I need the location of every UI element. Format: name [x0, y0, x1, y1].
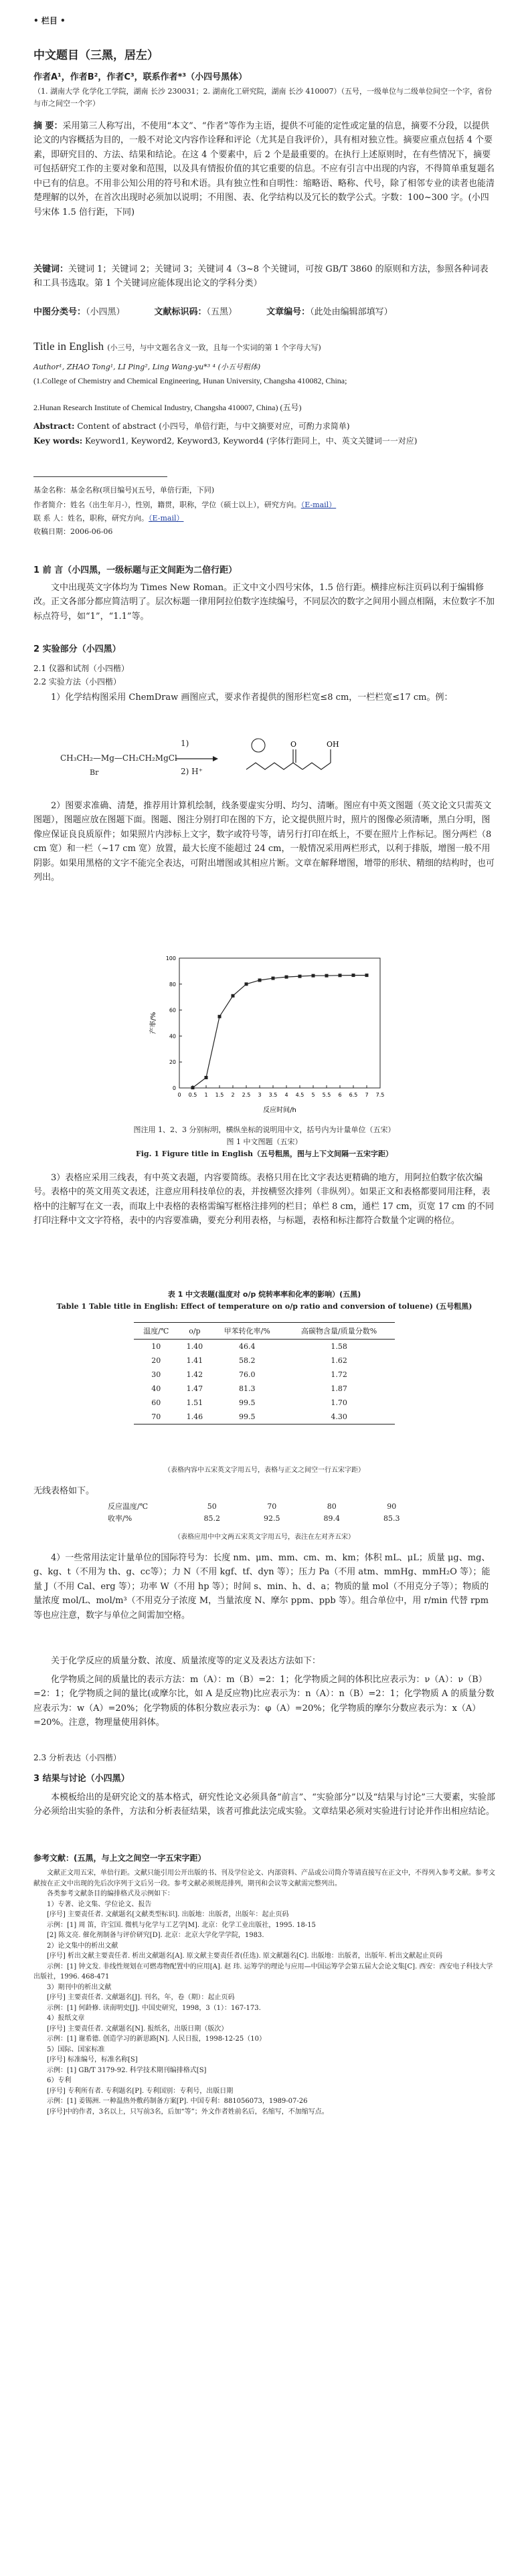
table-cell: 46.4	[238, 1342, 256, 1351]
data-point	[232, 994, 235, 998]
footnote-author-label: 作者简介：	[33, 500, 70, 509]
y-tick-label: 40	[169, 1033, 176, 1040]
clc-label: 中图分类号：	[33, 307, 86, 317]
table-caption-en: Table 1 Table title in English: Effect of temperature on o/p ratio and conversion of toluene) (五号粗黑)	[56, 1302, 472, 1311]
table-cell: 99.5	[238, 1398, 256, 1407]
table-cell: 1.41	[186, 1356, 203, 1365]
x-axis-label: 反应时间/h	[263, 1107, 296, 1114]
scheme-reactant-label: Br	[90, 768, 99, 777]
table-row	[107, 1500, 422, 1512]
reference-line: [序号] 标准编号，标准名称[S]	[47, 2056, 138, 2063]
keywords-en	[33, 435, 495, 448]
table-header: o/p	[189, 1326, 201, 1336]
table-cell: 1.70	[331, 1398, 347, 1407]
x-tick-label: 3.5	[268, 1092, 278, 1098]
table-cell: 70	[267, 1501, 277, 1511]
keywords-text: 关键词 1；关键词 2；关键词 3；关键词 4（3~8 个关键词，可按 GB/T 3860 的原则和方法，参照各种词表和工具书选取。第 1 个关键词应能体现出论文的学科分类）	[33, 264, 489, 289]
x-tick-label: 6	[338, 1092, 342, 1098]
y-tick-label: 60	[169, 1007, 176, 1014]
nolines-caption: 无线表格如下。	[33, 1486, 95, 1496]
table-cell: 76.0	[238, 1370, 256, 1379]
keywords-en-label: Key words:	[33, 436, 83, 446]
x-tick-label: 1.5	[215, 1092, 224, 1098]
table-cell: 1.47	[186, 1384, 203, 1393]
x-tick-label: 7	[365, 1092, 369, 1098]
data-point	[365, 974, 369, 977]
table-cell: 50	[207, 1501, 217, 1511]
footnote-author	[33, 499, 495, 511]
reference-line: 6）专利	[47, 2077, 72, 2084]
footnote-author-email[interactable]: （E-mail）	[300, 500, 337, 509]
y-axis-label: 产率/%	[150, 1012, 157, 1034]
section-3-text: 本模板给出的是研究论文的基本格式，研究性论文必须具备“前言”、“实验部分”以及“结果与讨论”三大要素，实验部分必须给出实验的条件，方法和分析表征结果，该者可推此法完成实验。文章结果必须对实验进行讨论并作出相应结论。	[33, 1792, 495, 1817]
table-cell: 58.2	[238, 1356, 256, 1365]
table-cell: 反应温度/℃	[108, 1502, 149, 1511]
reference-line: 示例：[1] 周 笛，许宝国. 微机与化学与工艺学[M]. 北京：化学工业出版社，1995. 18-15	[47, 1921, 316, 1929]
abstract-cn	[33, 119, 495, 219]
table-row	[134, 1368, 395, 1382]
reference-line: 示例：[1] 钟文发. 非线性规划在可燃毒物配置中的应用[A]. 赵 玮. 运筹学的理论与应用—中国运筹学会第五届大会论文集[C]. 西安：西安电子科技大学出版社，1996. 468-471	[33, 1962, 493, 1981]
figure-1	[147, 950, 388, 1117]
section-2-2-title: 2.2 实验方法（小四楷）	[33, 677, 121, 686]
data-point	[325, 974, 329, 978]
table-cell: 92.5	[264, 1513, 280, 1523]
data-point	[205, 1076, 208, 1079]
table-cell: 80	[327, 1501, 337, 1511]
table-row	[134, 1354, 395, 1368]
reference-line: 示例：[1] 何龄修. 读南明史[J]. 中国史研究，1998，3（1）：167-173.	[47, 2004, 261, 2012]
reference-line: 示例：[1] GB/T 3179-92. 科学技术期刊编排格式[S]	[47, 2066, 207, 2074]
reference-line: [序号] 析出文献主要责任者. 析出文献题名[A]. 原文献主要责任者(任选). 原文献题名[C]. 出版地：出版者，出版年. 析出文献起止页码	[47, 1952, 443, 1960]
table-cell: 1.51	[186, 1398, 203, 1407]
svg-text:O: O	[290, 740, 297, 749]
section-2-title: 2 实验部分（小四黑）	[33, 644, 121, 654]
reference-line: 2）论文集中的析出文献	[47, 1942, 118, 1950]
abstract-label: 摘 要：	[33, 121, 63, 131]
article-no-label: 文章编号：	[266, 307, 311, 317]
x-tick-label: 6.5	[349, 1092, 358, 1098]
x-tick-label: 7.5	[375, 1092, 385, 1098]
reference-line: [序号] 专利所有者. 专利题名[P]. 专利国别：专利号，出版日期	[47, 2087, 234, 2095]
table-header: 高碳物含量/质量分数%	[301, 1327, 377, 1336]
table-cell: 90	[387, 1501, 397, 1511]
table-cell: 1.87	[331, 1384, 347, 1393]
footnote-received: 收稿日期：2006-06-06	[33, 527, 113, 536]
reference-line: 各类参考文献条目的编排格式及示例如下：	[47, 1890, 174, 1898]
table-header: 温度/℃	[143, 1327, 169, 1336]
x-tick-label: 4.5	[295, 1092, 304, 1098]
table-row	[134, 1410, 395, 1424]
table-row	[134, 1340, 395, 1354]
table-cell: 1.62	[331, 1356, 347, 1365]
section-2-1-title: 2.1 仪器和试剂（小四楷）	[33, 664, 129, 673]
table-note: （表格内容中五宋英文字用五号，表格与正文之间空一行五宋字距）	[164, 1467, 365, 1474]
doc-code-label: 文献标识码：	[154, 307, 207, 317]
reference-line: 文献正文用五宋，单倍行距。文献只能引用公开出版的书、刊及学位论文、内部资料、产品或公司简介等请直接写在正文中，不得列入参考文献。参考文献按在正文中出现的先后次序列于文后另一段。参考文献必须规范排列，期刊和会议等文献需完整列出。	[33, 1869, 495, 1888]
authors-en: Author¹, ZHAO Tong¹, LI Ping², Ling Wang-yu*³ ⁴ (小五号粗体)	[33, 363, 261, 371]
reference-line: 5）国际、国家标准	[47, 2045, 105, 2053]
title-en: Title in English	[33, 340, 104, 353]
data-point	[258, 978, 262, 982]
x-tick-label: 2.5	[242, 1092, 251, 1098]
section-3-title: 3 结果与讨论（小四黑）	[33, 1774, 130, 1784]
data-point	[312, 974, 315, 978]
section-2-2-p2: 2）图要求准确、清楚，推荐用计算机绘制，线条要虚实分明、均匀、清晰。图应有中英文图题（英文论文只需英文图题），图题应放在图题下面。图题、图注分别打印在图的下方，论文提供照片时，照片的图像必须清晰，黑白分明，图像应保证良良质原件；如果照片内涉标上文字，数字或符号等，请另行打印在纸上，不要在照片上作标记。图分两栏（8 cm 宽）和一栏（~17 cm 宽）放置，最大长度不能超过 24 cm，一般情况采用两栏形式，以利于排版，增图一般不用阴影。如果用黑格的文字不能完全表达，可附出增图或其相应片断。文章在解释增图，增带的形状、精细的结构时，也可列出。	[33, 801, 495, 883]
reference-line: 1）专著、论文集、学位论文、报告	[47, 1900, 152, 1908]
table-cell: 1.42	[186, 1370, 203, 1379]
table-cell: 1.46	[186, 1412, 203, 1421]
data-point	[218, 1015, 222, 1018]
x-tick-label: 5	[311, 1092, 315, 1098]
abstract-en-text: Content of abstract (小四号，单倍行距，与中文摘要对应，可酌力求简单)	[77, 422, 350, 431]
section-2-2-p5: 关于化学反应的质量分数、浓度、质量浓度等的定义及表达方法如下：	[51, 1656, 321, 1666]
x-tick-label: 4	[284, 1092, 288, 1098]
section-2-2-p6: 化学物质之间的质量比的表示方法：m（A）：m（B）=2：1；化学物质之间的体积比应表示为：ν（A）：ν（B）=2：1；化学物质之间的量比(或摩尔比，如 A 是反应物)比应表示为：n（A）：n（B）=2：1；化学物质 A 的质量分数应表示为：w（A）=20%；化学物质的体积分数应表示为：φ（A）=20%；化学物质的摩尔分数应表示为：x（A）=20%。注意，物理量使用斜体。	[33, 1675, 495, 1728]
table-cell: 30	[151, 1370, 161, 1379]
article-no-value: （此处由编辑部填写）	[310, 307, 393, 317]
references-heading: 参考文献：(五黑，与上文之间空一字五宋字距）	[33, 1853, 206, 1863]
table-row	[107, 1512, 422, 1524]
line-chart	[147, 950, 388, 1117]
x-tick-label: 0	[177, 1092, 181, 1098]
footnote-fund: 基金名称：基金名称(项目编号)(五号，单倍行距，下同)	[33, 486, 215, 494]
keywords-cn	[33, 262, 495, 291]
section-1-title: 1 前 言（小四黑，一级标题与正文间距为二倍行距）	[33, 565, 238, 575]
reference-line: 示例：[1] 姜锡洲. 一种温热外敷药制备方案[P]. 中国专利：881056073，1989-07-26	[47, 2098, 308, 2105]
table-caption-cn: 表 1 中文表题(温度对 o/p 烷转率率和化率的影响）(五黑)	[167, 1290, 361, 1299]
y-tick-label: 0	[172, 1085, 176, 1091]
figure-caption-cn: 图 1 中文图题（五宋）	[226, 1137, 302, 1146]
title-cn: 中文题目（三黑，居左）	[33, 49, 159, 62]
title-en-note: (小三号，与中文题名含义一致，且每一个实词的第 1 个字母大写)	[107, 343, 321, 352]
table-cell: 10	[151, 1342, 161, 1351]
table-row	[134, 1396, 395, 1410]
clc-value: （小四黑）	[86, 307, 125, 317]
table-cell: 89.4	[323, 1513, 340, 1523]
section-1-text: 文中出现英文字体均为 Times New Roman。正文中文小四号宋体，1.5 倍行距。横排应标注页码以利于编辑修改。正文各部分都应简洁明了。层次标题一律用阿拉伯数字连续编号，不同层次的数字之间用小圆点相隔，末位数字不加标点符号，如“1”，“1.1”等。	[33, 583, 495, 622]
data-point	[285, 976, 288, 979]
table-cell: 1.58	[331, 1342, 347, 1351]
section-2-3-title: 2.3 分析表达（小四楷）	[33, 1753, 121, 1762]
x-tick-label: 5.5	[322, 1092, 331, 1098]
x-tick-label: 2	[231, 1092, 235, 1098]
series-line	[193, 976, 367, 1088]
affiliation-en-1: (1.College of Chemistry and Chemical Engineering, Hunan University, Changsha 410082, China;	[33, 376, 347, 385]
section-2-2-p1: 1）化学结构图采用 ChemDraw 画图应式，要求作者提供的图形栏宽≤8 cm，一栏栏宽≤17 cm。例：	[51, 693, 453, 703]
doc-code-value: （五黑）	[206, 307, 238, 317]
x-tick-label: 0.5	[188, 1092, 197, 1098]
y-tick-label: 80	[169, 981, 176, 988]
classification-row	[33, 305, 495, 319]
abstract-en-label: Abstract:	[33, 422, 75, 431]
data-point	[298, 975, 302, 978]
x-tick-label: 1	[204, 1092, 208, 1098]
table-row	[134, 1382, 395, 1396]
keywords-label: 关键词：	[33, 264, 69, 274]
column-tag: • 栏目 •	[33, 16, 66, 25]
scheme-drawing	[60, 729, 435, 790]
reference-line: [序号] 主要责任者. 文献题名[J]. 刊名，年，卷（期）：起止页码	[47, 1994, 235, 2001]
reference-line: 4）报纸文章	[47, 2015, 85, 2022]
data-point	[191, 1086, 195, 1089]
keywords-en-text: Keyword1, Keyword2, Keyword3, Keyword4 (字体行距同上，中、英文关键词一一对应)	[85, 436, 418, 446]
x-tick-label: 3	[258, 1092, 262, 1098]
reference-line: [序号] 主要责任者. 文献题名[N]. 报纸名，出版日期（版次）	[47, 2025, 228, 2033]
figure-caption-en: Fig. 1 Figure title in English（五号粗黑，图与上下文间隔一五宋字距）	[135, 1149, 393, 1158]
footnote-contact-email[interactable]: （E-mail）	[149, 514, 184, 523]
footnote-contact	[33, 513, 495, 525]
data-point	[272, 977, 275, 980]
authors-cn: 作者A¹，作者B²，作者C³，联系作者*³（小四号黑体）	[33, 72, 248, 82]
table-header: 甲苯转化率/%	[224, 1327, 270, 1336]
table-cell: 1.72	[331, 1370, 347, 1379]
abstract-text: 采用第三人称写出，不使用“本文”、“作者”等作为主语，提供不可能的定性或定量的信息，摘要不分段，以提供论文的内容概括为目的，一般不对论文内容作诠释和评论（尤其是自我评价），具有相对独立性。摘要应重点包括 4 个要素，即研究目的、方法、结果和结论。在这 4 个要素中，后 2 个是最重要的。在执行上述原则时，在有些情况下，摘要可包括研究工作的主要对象和范围，以及具有情报价值的其它重要的信息。不应有引言中出现的内容，不得简单重复题名中已有的信息。不用非公知公用的符号和术语。具有独立性和自明性：缩略语、略称、代号，除了相邻专业的读者也能清楚理解的以外，在首次出现时必须加以说明；不用图、表、化学结构以及冗长的数学公式。字数：100~300 字。(小四号宋体 1.5 倍行距，下同)	[33, 121, 495, 217]
y-tick-label: 100	[165, 955, 176, 961]
table-cell: 85.3	[383, 1513, 400, 1523]
data-point	[352, 974, 355, 977]
scheme-step-2: 2) H⁺	[181, 767, 203, 776]
table-cell: 20	[151, 1356, 161, 1365]
table-cell: 1.40	[186, 1342, 203, 1351]
section-2-2-p3: 3）表格应采用三线表，有中英文表题，内容要简练。表格只用在比文字表达更精确的地方，用阿拉伯数字依次编号。表格中的英文用英文表述，注意应用科技单位的表，并按横竖次排列（非纵列）。如果正文和表格都要同用注释，表格中的注解写在文一表，而取上中表格的表格需编写框格注排列的栏目；单栏 8 cm，通栏 17 cm，页宽 17 cm 的不同打印注释中文文字符格，表中的内容要准确，要充分利用表格，与标题，表格和标注都符合数量个定调的格位。	[33, 1173, 495, 1226]
reference-line: [序号]中的作者，3名以上，只写前3名，后加“等”；外文作者姓前名后，名缩写，不加缩写点。	[47, 2108, 329, 2116]
reference-line: [序号] 主要责任者. 文献题名[文献类型标识]. 出版地：出版者，出版年：起止页码	[47, 1911, 289, 1918]
nolines-note: （表格应用中中文两五宋英文字用五号，表注在左对齐五宋）	[174, 1534, 355, 1541]
footnote-separator	[33, 476, 167, 477]
table-cell: 81.3	[238, 1384, 256, 1393]
abstract-en	[33, 420, 495, 434]
nolines-table	[107, 1500, 422, 1524]
reference-line: 示例：[1] 谢希德. 创造学习的新思路[N]. 人民日报，1998-12-25（10）	[47, 2035, 266, 2043]
title-en-row	[33, 340, 495, 354]
reference-line: 3）期刊中的析出文献	[47, 1983, 112, 1991]
table-cell: 60	[151, 1398, 161, 1407]
scheme-reactant: CH₃CH₂—Mg—CH₂CH₂MgCl	[60, 753, 177, 763]
table-cell: 85.2	[203, 1513, 220, 1523]
data-point	[339, 974, 342, 977]
data-point	[245, 982, 248, 986]
table-cell: 99.5	[238, 1412, 256, 1421]
figure-note: 图注用 1、2、3 分别标明，横纵坐标的说明用中文，括号内为计量单位（五宋）	[133, 1125, 395, 1134]
chemical-scheme	[60, 729, 435, 790]
affiliation-en-2: 2.Hunan Research Institute of Chemical Industry, Changsha 410007, China) (五号)	[33, 403, 302, 412]
affiliation-cn: （1. 湖南大学 化学化工学院，湖南 长沙 230031；2. 湖南化工研究院，湖南 长沙 410007）（五号，一级单位与二级单位间空一个字，省份与市之间空一个字）	[33, 87, 492, 108]
footnote-contact-text: 姓名，职称，研究方向。	[68, 514, 149, 523]
footnote-contact-label: 联 系 人：	[33, 514, 68, 523]
svg-text:OH: OH	[327, 740, 339, 749]
data-table	[134, 1322, 395, 1424]
y-tick-label: 20	[169, 1059, 176, 1066]
table-cell: 40	[151, 1384, 161, 1393]
table-cell: 4.30	[331, 1412, 347, 1421]
footnote-author-text: 姓名（出生年月-），性别，籍贯，职称，学位（硕士以上），研究方向。	[70, 500, 301, 509]
scheme-step-1: 1)	[181, 739, 189, 748]
references-list	[33, 1868, 495, 2117]
table-cell: 收率/%	[108, 1514, 133, 1523]
section-2-2-p4: 4）一些常用法定计量单位的国际符号为：长度 nm、μm、mm、cm、m、km；体积 mL、μL；质量 μg、mg、g、kg、t（不用为 th、g、cc等）；力 N（不用 kgf、tf、dyn 等）；压力 Pa（不用 atm、mmHg、mmH₂O 等）；能量 J（不用 Cal、erg 等）；功率 W（不用 hp 等）；时间 s、min、h、d、a；物质的量 mol（不用克分子等）；物质的量浓度 mol/L、mol/m³（不用克分子浓度 M，当量浓度 N、摩尔 ppm、ppb 等）。组合单位中，用 r/min 代替 rpm 等也应注意，数字与单位之间需加空格。	[33, 1553, 491, 1621]
reference-line: [2] 陈文亮. 催化剂制备与评价研究[D]. 北京：北京大学化学学院，1983.	[47, 1932, 264, 1939]
table-cell: 70	[151, 1412, 161, 1421]
